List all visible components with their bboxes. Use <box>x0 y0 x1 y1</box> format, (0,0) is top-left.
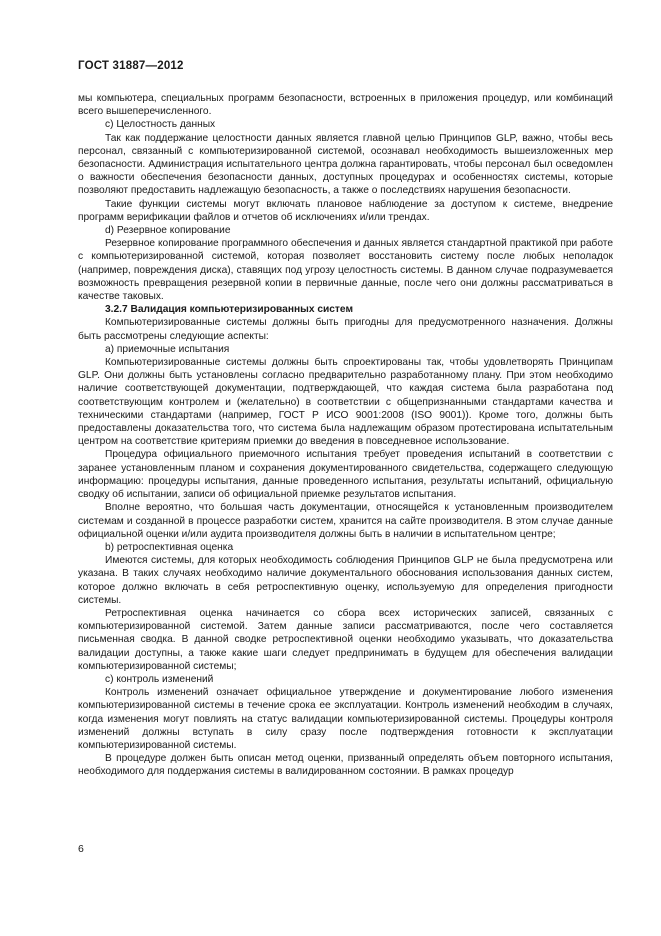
paragraph: Такие функции системы могут включать плановое наблюдение за доступом к системе, внедрение программ верификации файлов и отчетов об исключениях и/или трендах. <box>78 198 613 223</box>
subsection-heading-data-integrity: c) Целостность данных <box>105 119 216 131</box>
subsection-heading-backup: d) Резервное копирование <box>105 225 231 237</box>
paragraph: Резервное копирование программного обеспечения и данных является стандартной практикой при работе с компьютеризированной системой, которая позволяет восстановить систему после любых неполадок (например, повреждения диска), ставящих под угрозу целостность системы. В данном случае подразумевается возможность превращения резервной копии в первичные данные, после чего они должны рассматриваться в качестве таковых. <box>78 238 613 303</box>
paragraph: Компьютеризированные системы должны быть спроектированы так, чтобы удовлетворять Принципам GLP. Они должны быть установлены согласно предварительно разработанному плану. При этом необходимо наличие соответствующей документации, подтверждающей, что каждая система была разработана под соответствующим контролем и (желательно) в соответствии с общепризнанными стандартами качества и техническими стандартами (например, ГОСТ Р ИСО 9001:2008 (ISO 9001)). Кроме того, должны быть предоставлены доказательства того, что система была надлежащим образом протестирована испытательным центром на соответствие критериям приемки до введения в повседневное использование. <box>78 357 613 448</box>
paragraph: В процедуре должен быть описан метод оценки, призванный определять объем повторного испытания, необходимого для поддержания системы в валидированном состоянии. В рамках процедур <box>78 753 613 778</box>
subsection-heading-retrospective-evaluation: b) ретроспективная оценка <box>105 541 234 553</box>
body-text <box>78 92 613 779</box>
subsection-heading-acceptance-testing: a) приемочные испытания <box>105 343 230 355</box>
section-heading-validation: 3.2.7 Валидация компьютеризированных систем <box>105 304 353 316</box>
paragraph: Компьютеризированные системы должны быть пригодны для предусмотренного назначения. Должны быть рассмотрены следующие аспекты: <box>78 317 613 342</box>
paragraph: мы компьютера, специальных программ безопасности, встроенных в приложения процедур, или комбинаций всего вышеперечисленного. <box>78 93 613 118</box>
paragraph: Так как поддержание целостности данных является главной целью Принципов GLP, важно, чтобы весь персонал, связанный с компьютеризированной системой, осознавал необходимость вышеизложенных мер безопасности. Администрация испытательного центра должна гарантировать, чтобы персонал был осведомлен о важности обеспечения безопасности данных, доступных процедурах и особенностях системы, которые позволяют предоставить надлежащую безопасность, а также о последствиях нарушения безопасности. <box>78 132 613 197</box>
subsection-heading-change-control: c) контроль изменений <box>105 673 214 685</box>
paragraph: Контроль изменений означает официальное утверждение и документирование любого изменения компьютеризированной системы в течение срока ее эксплуатации. Контроль изменений необходим в случаях, когда изменения могут повлиять на статус валидации компьютеризированной системы. Процедуры контроля изменений должны вступать в силу сразу после подтверждения готовности к эксплуатации компьютеризированной системы. <box>78 687 613 751</box>
paragraph: Вполне вероятно, что большая часть документации, относящейся к установленным производителем системам и созданной в процессе разработки систем, хранится на сайте производителя. В этом случае данные официальной оценки и/или аудита производителя должны быть в наличии в испытательном центре; <box>78 502 613 540</box>
paragraph: Имеются системы, для которых необходимость соблюдения Принципов GLP не была предусмотрена или указана. В таких случаях необходимо наличие документального обоснования использования данных систем, которое должно включать в себя ретроспективную оценку, используемую для определения пригодности системы. <box>78 555 613 606</box>
document-number-header: ГОСТ 31887—2012 <box>78 60 184 72</box>
paragraph: Процедура официального приемочного испытания требует проведения испытаний в соответствии с заранее установленным планом и сохранения документированного свидетельства, содержащего следующую информацию: процедуры испытания, данные проведенного испытания, результаты испытаний, официальную сводку об испытании, записи об официальной приемке результатов испытания. <box>78 449 613 501</box>
page-number: 6 <box>78 843 84 855</box>
paragraph: Ретроспективная оценка начинается со сбора всех исторических записей, связанных с компьютеризированной системой. Затем данные записи рассматриваются, после чего составляется письменная сводка. В данной сводке ретроспективной оценки необходимо указывать, что доказательства валидации доступны, а также какие шаги следует предпринимать в будущем для обеспечения валидации компьютеризированной системы; <box>78 607 613 672</box>
